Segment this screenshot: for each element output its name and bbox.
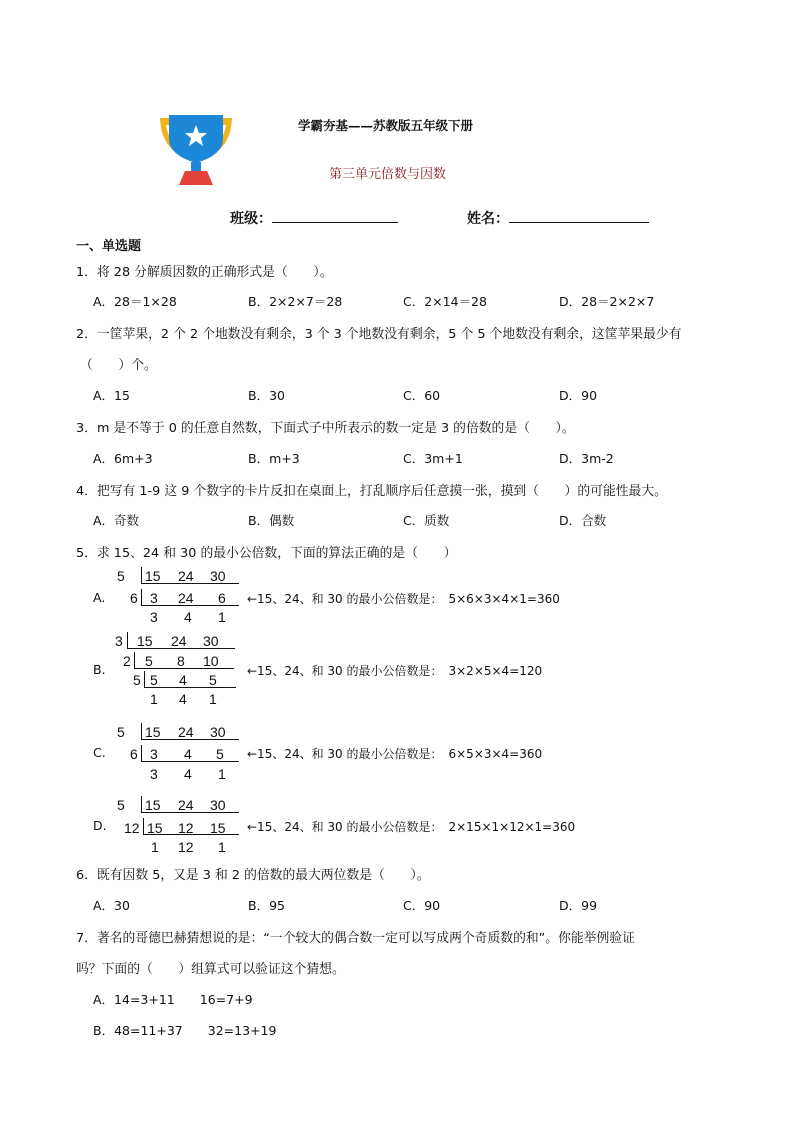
doc-title: 学霸夯基——苏教版五年级下册 [298,118,474,133]
ladder-note: ←15、24、和 30 的最小公倍数是： 3×2×5×4=120 [247,664,543,678]
ladder-cell: 24 [178,568,194,584]
question-stem: 5．求 15、24 和 30 的最小公倍数，下面的算法正确的是（ ） [76,546,457,561]
ladder-bracket [141,589,142,606]
option-d[interactable]: D．99 [559,898,598,913]
ladder-note: ←15、24、和 30 的最小公倍数是： 5×6×3×4×1=360 [247,592,560,606]
ladder-cell: 12 [178,820,194,836]
option-a[interactable]: A．30 [93,898,130,913]
option-b[interactable]: B．95 [248,898,285,913]
doc-subtitle: 第三单元倍数与因数 [329,167,447,182]
option-b[interactable]: B．2×2×7＝28 [248,294,343,309]
option-c[interactable]: C．60 [403,388,441,403]
ladder-bracket [141,796,142,813]
ladder-cell: 15 [210,820,226,836]
option-b[interactable]: B．48=11+37 32=13+19 [93,1023,277,1038]
ladder-bracket [134,652,135,669]
divisor: 5 [117,724,125,740]
ladder-cell: 15 [145,568,161,584]
question-stem: 7．著名的哥德巴赫猜想说的是：“一个较大的偶合数一定可以写成两个奇质数的和”。你能举例验证 [76,931,635,946]
section-title: 一、单选题 [76,239,142,254]
option-d[interactable]: D．28＝2×2×7 [559,294,655,309]
ladder-cell: 30 [210,724,226,740]
question-stem: 3．m 是不等于 0 的任意自然数，下面式子中所表示的数一定是 3 的倍数的是（ ）。 [76,421,575,436]
ladder-cell: 15 [147,820,163,836]
option-a[interactable]: A．奇数 [93,513,140,528]
ladder-cell: 5 [209,672,217,688]
option-d[interactable]: D．合数 [559,513,607,528]
ladder-note: ←15、24、和 30 的最小公倍数是： 2×15×1×12×1=360 [247,820,576,834]
ladder-cell: 15 [145,724,161,740]
class-blank[interactable] [272,208,398,223]
ladder-cell: 1 [150,691,158,707]
option-a[interactable]: A．28＝1×28 [93,294,177,309]
option-b[interactable]: B．30 [248,388,285,403]
trophy-icon [155,113,237,187]
question-stem-cont: 吗？下面的（ ）组算式可以验证这个猜想。 [76,962,345,977]
divisor: 6 [130,746,138,762]
option-b[interactable]: B．偶数 [248,513,295,528]
ladder-cell: 24 [178,797,194,813]
divisor: 6 [130,590,138,606]
ladder-cell: 8 [177,653,185,669]
ladder-bracket [141,745,142,762]
question-stem: 6．既有因数 5，又是 3 和 2 的倍数的最大两位数是（ ）。 [76,868,430,883]
option-a[interactable]: A．14=3+11 16=7+9 [93,992,253,1007]
ladder-cell: 15 [137,633,153,649]
ladder-cell: 24 [178,724,194,740]
ladder-cell: 1 [151,839,159,855]
ladder-bracket [141,723,142,740]
ladder-cell: 3 [150,609,158,625]
ladder-cell: 15 [145,797,161,813]
ladder-cell: 3 [150,766,158,782]
option-c[interactable]: C. [93,745,106,760]
ladder-cell: 30 [203,633,219,649]
option-c[interactable]: C．3m+1 [403,451,463,466]
option-d[interactable]: D. [93,818,107,833]
option-b[interactable]: B. [93,662,106,677]
ladder-cell: 1 [218,839,226,855]
option-d[interactable]: D．3m-2 [559,451,614,466]
divisor: 2 [123,653,131,669]
ladder-cell: 1 [218,766,226,782]
ladder-cell: 5 [145,653,153,669]
ladder-cell: 5 [150,672,158,688]
ladder-cell: 24 [171,633,187,649]
ladder-cell: 24 [178,590,194,606]
ladder-cell: 1 [209,691,217,707]
ladder-cell: 4 [184,609,192,625]
ladder-cell: 4 [184,766,192,782]
option-c[interactable]: C．质数 [403,513,450,528]
divisor: 12 [124,820,140,836]
ladder-bracket [143,818,144,835]
ladder-cell: 1 [218,609,226,625]
ladder-cell: 10 [203,653,219,669]
ladder-bracket [141,567,142,584]
name-field[interactable] [467,208,649,228]
class-field[interactable] [230,208,398,228]
ladder-cell: 4 [184,746,192,762]
ladder-cell: 30 [210,568,226,584]
class-label: 班级： [230,211,272,227]
ladder-cell: 3 [150,590,158,606]
divisor: 3 [115,633,123,649]
name-label: 姓名： [467,211,509,227]
option-b[interactable]: B．m+3 [248,451,300,466]
divisor: 5 [117,568,125,584]
question-stem: 1．将 28 分解质因数的正确形式是（ ）。 [76,265,333,280]
ladder-cell: 5 [216,746,224,762]
option-c[interactable]: C．90 [403,898,441,913]
ladder-cell: 30 [210,797,226,813]
question-stem-cont: （ ）个。 [80,358,157,373]
name-blank[interactable] [509,208,649,223]
ladder-note: ←15、24、和 30 的最小公倍数是： 6×5×3×4=360 [247,747,543,761]
option-d[interactable]: D．90 [559,388,598,403]
ladder-cell: 4 [179,691,187,707]
question-stem: 4．把写有 1-9 这 9 个数字的卡片反扣在桌面上，打乱顺序后任意摸一张，摸到（ ）的可能性最大。 [76,484,667,499]
divisor: 5 [117,797,125,813]
option-c[interactable]: C．2×14＝28 [403,294,487,309]
ladder-cell: 4 [179,672,187,688]
ladder-cell: 3 [150,746,158,762]
question-stem: 2．一筐苹果，2 个 2 个地数没有剩余，3 个 3 个地数没有剩余，5 个 5 个地数没有剩余，这筐苹果最少有 [76,327,682,342]
option-a[interactable]: A. [93,590,106,605]
option-a[interactable]: A．6m+3 [93,451,153,466]
ladder-bracket [144,671,145,688]
option-a[interactable]: A．15 [93,388,130,403]
ladder-cell: 12 [178,839,194,855]
ladder-cell: 6 [218,590,226,606]
divisor: 5 [133,672,141,688]
ladder-bracket [127,632,128,649]
